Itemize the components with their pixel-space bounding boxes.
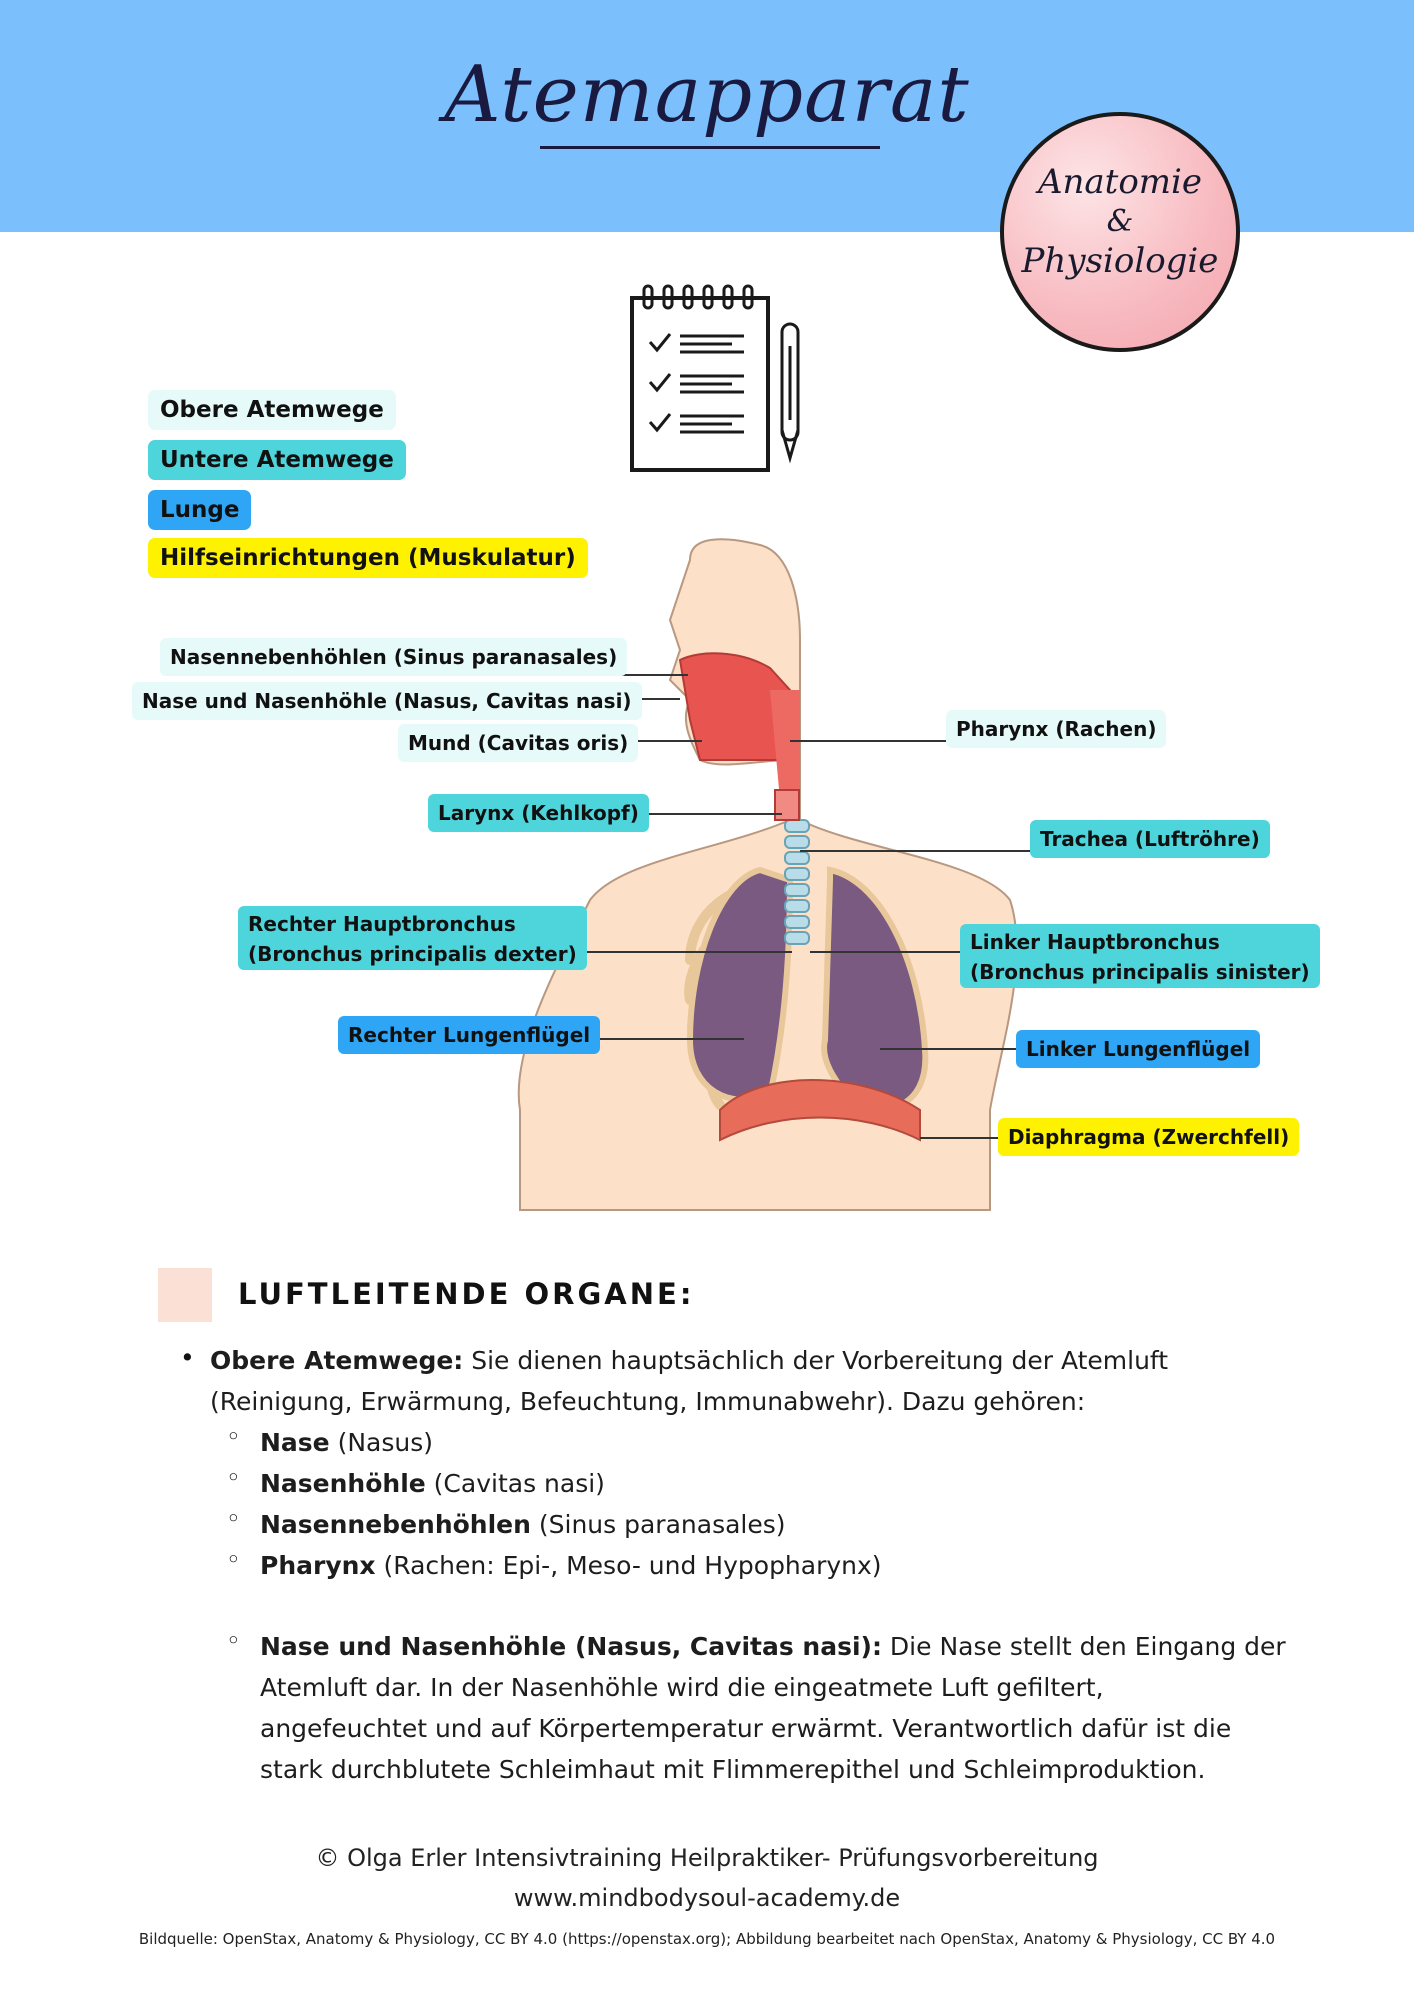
badge-line-2: &: [1106, 204, 1134, 239]
item-bold: Nasenhöhle: [260, 1469, 426, 1498]
section-marker: [158, 1268, 212, 1322]
label-right-bronchus: [238, 906, 587, 970]
leader-left-bronchus: [810, 951, 960, 953]
label-nose: Nase und Nasenhöhle (Nasus, Cavitas nasi): [132, 682, 642, 720]
label-left-bronchus: [960, 924, 1320, 988]
item-text: (Rachen: Epi-, Meso- und Hypopharynx): [375, 1551, 882, 1580]
footer-copyright: © Olga Erler Intensivtraining Heilpraktiker- Prüfungsvorbereitung: [315, 1844, 1099, 1872]
footer-image-source: Bildquelle: OpenStax, Anatomy & Physiology, CC BY 4.0 (https://openstax.org); Abbildung bearbeitet nach OpenStax, Anatomy & Physiology, CC BY 4.0: [138, 1930, 1276, 1948]
label-left-bronchus-line-1: Linker Hauptbronchus: [970, 930, 1220, 954]
bullet-disc: •: [180, 1343, 195, 1372]
page-title: Atemapparat: [444, 50, 970, 140]
label-left-lung: Linker Lungenflügel: [1016, 1030, 1260, 1068]
intro-text-2: (Reinigung, Erwärmung, Befeuchtung, Immunabwehr). Dazu gehören:: [210, 1387, 1086, 1416]
detail-text-4: stark durchblutete Schleimhaut mit Flimmerepithel und Schleimproduktion.: [260, 1755, 1206, 1784]
legend-obere-atemwege: Obere Atemwege: [148, 390, 396, 430]
detail-bold: Nase und Nasenhöhle (Nasus, Cavitas nasi):: [260, 1632, 882, 1661]
legend-untere-atemwege: Untere Atemwege: [148, 440, 406, 480]
item-pharynx: [260, 1545, 882, 1586]
leader-diaphragm: [920, 1137, 1002, 1139]
leader-left-lung: [880, 1048, 1020, 1050]
intro-paragraph: [210, 1340, 1168, 1422]
detail-text-2: Atemluft dar. In der Nasenhöhle wird die eingeatmete Luft gefiltert,: [260, 1673, 1104, 1702]
bullet-circle: ◦: [226, 1545, 241, 1574]
item-bold: Pharynx: [260, 1551, 376, 1580]
intro-bold: Obere Atemwege:: [210, 1346, 464, 1375]
leader-right-bronchus: [572, 951, 792, 953]
item-bold: Nase: [260, 1428, 330, 1457]
item-text: (Nasus): [329, 1428, 434, 1457]
detail-paragraph: [260, 1626, 1286, 1790]
legend-lunge: Lunge: [148, 490, 251, 530]
label-diaphragm: Diaphragma (Zwerchfell): [998, 1118, 1299, 1156]
label-right-bronchus-line-1: Rechter Hauptbronchus: [248, 912, 516, 936]
label-larynx: Larynx (Kehlkopf): [428, 794, 649, 832]
detail-text-1: Die Nase stellt den Eingang der: [881, 1632, 1286, 1661]
badge-line-1: Anatomie: [1037, 162, 1203, 202]
leader-trachea: [800, 850, 1030, 852]
leader-pharynx: [790, 740, 946, 742]
label-sinus: Nasennebenhöhlen (Sinus paranasales): [160, 638, 627, 676]
bullet-circle: ◦: [226, 1463, 241, 1492]
label-pharynx: Pharynx (Rachen): [946, 710, 1166, 748]
bullet-circle: ◦: [226, 1626, 241, 1655]
item-nasennebenhoehlen: [260, 1504, 786, 1545]
leader-larynx: [632, 813, 782, 815]
bullet-circle: ◦: [226, 1504, 241, 1533]
item-nasenhoehle: [260, 1463, 605, 1504]
item-bold: Nasennebenhöhlen: [260, 1510, 531, 1539]
badge-line-3: Physiologie: [1021, 241, 1219, 281]
item-text: (Sinus paranasales): [530, 1510, 786, 1539]
legend-hilfseinrichtungen: Hilfseinrichtungen (Muskulatur): [148, 538, 588, 578]
detail-text-3: angefeuchtet und auf Körpertemperatur erwärmt. Verantwortlich dafür ist die: [260, 1714, 1232, 1743]
item-text: (Cavitas nasi): [425, 1469, 605, 1498]
label-left-bronchus-line-2: (Bronchus principalis sinister): [970, 960, 1310, 984]
item-nase: [260, 1422, 433, 1463]
larynx: [775, 790, 799, 820]
leader-mouth: [632, 740, 702, 742]
label-mouth: Mund (Cavitas oris): [398, 724, 638, 762]
intro-text-1: Sie dienen hauptsächlich der Vorbereitung der Atemluft: [463, 1346, 1169, 1375]
label-trachea: Trachea (Luftröhre): [1030, 820, 1270, 858]
section-heading: LUFTLEITENDE ORGANE:: [238, 1277, 695, 1311]
leader-right-lung: [584, 1038, 744, 1040]
bullet-circle: ◦: [226, 1422, 241, 1451]
label-right-bronchus-line-2: (Bronchus principalis dexter): [248, 942, 577, 966]
footer-website: www.mindbodysoul-academy.de: [513, 1884, 901, 1912]
label-right-lung: Rechter Lungenflügel: [338, 1016, 600, 1054]
